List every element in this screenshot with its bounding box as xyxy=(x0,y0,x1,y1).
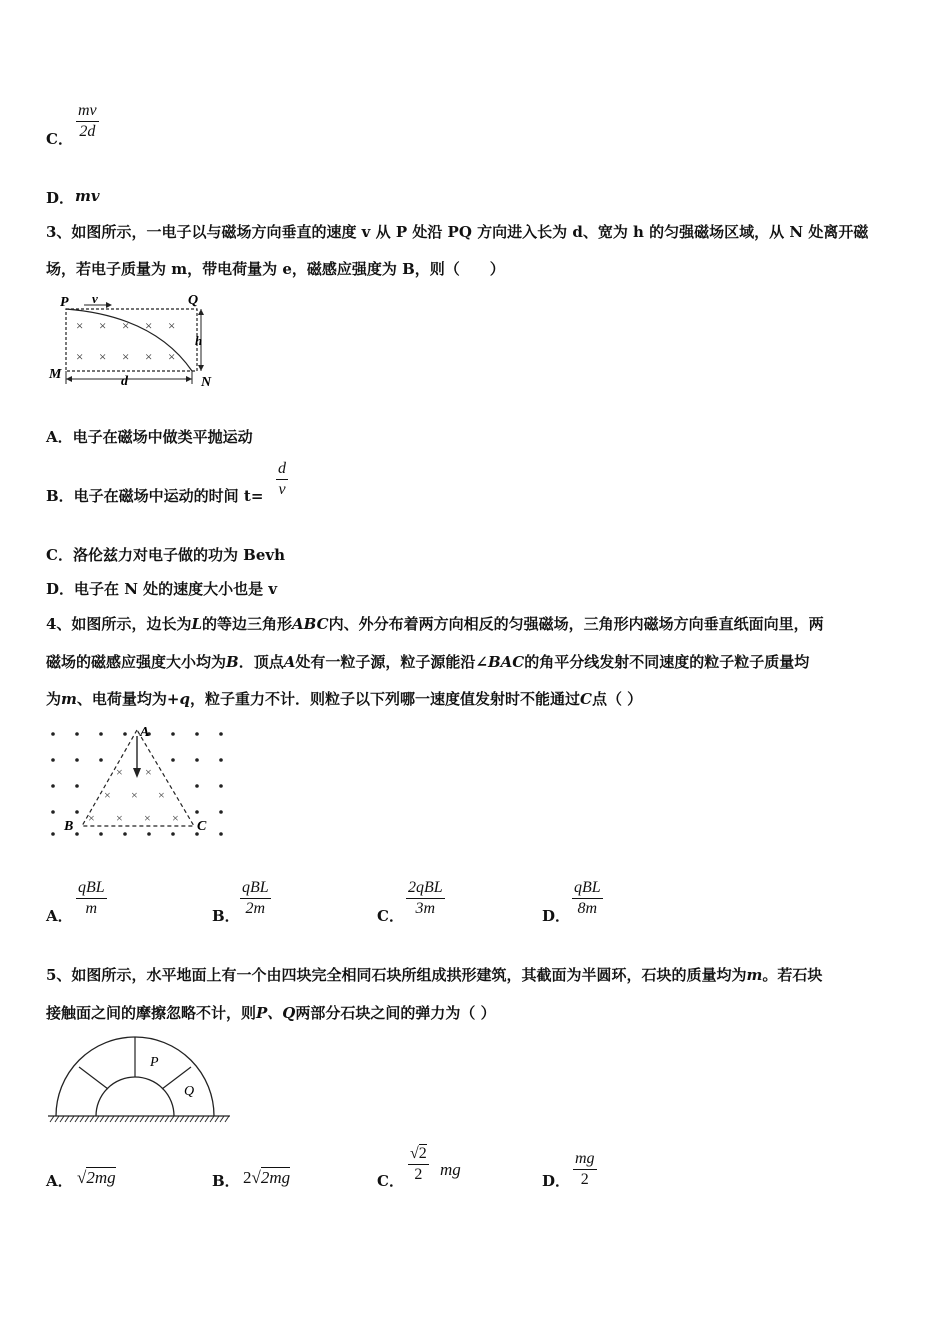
q3-label-q: Q xyxy=(188,293,199,308)
q3-label-p: P xyxy=(60,295,69,310)
q5-hatch-line xyxy=(165,1116,169,1122)
q5-hatch-line xyxy=(150,1116,154,1122)
q5-hatch-line xyxy=(50,1116,54,1122)
q5-hatch-line xyxy=(210,1116,214,1122)
svg-text:×: × xyxy=(122,318,130,333)
svg-text:×: × xyxy=(145,349,153,364)
q5-option-a-label: A． xyxy=(46,1172,73,1190)
q4-field-dot xyxy=(219,832,223,836)
q5-hatch-line xyxy=(180,1116,184,1122)
q4-field-dot xyxy=(219,784,223,788)
q3-cross-marks xyxy=(76,318,175,364)
q5-hatch-line xyxy=(225,1116,229,1122)
svg-text:×: × xyxy=(104,788,111,802)
q3-stem-line2: 场，若电子质量为 m，带电荷量为 e，磁感应强度为 B，则（ ） xyxy=(46,260,505,278)
q5-hatch-line xyxy=(140,1116,144,1122)
q4-stem-line1: 4、如图所示，边长为L的等边三角形ABC内、外分布着两方向相反的匀强磁场，三角形内磁场方向垂直纸面向里，两 xyxy=(46,615,824,633)
q4-field-dot xyxy=(123,832,127,836)
q4-field-dot xyxy=(51,784,55,788)
q4-field-dot xyxy=(75,832,79,836)
q5-label-p: P xyxy=(150,1055,159,1070)
q4-option-c-label: C． xyxy=(377,907,404,925)
q5-hatch-line xyxy=(95,1116,99,1122)
q4-field-dot xyxy=(219,810,223,814)
q2-option-d-label: D． xyxy=(46,189,75,207)
q5-hatch-line xyxy=(130,1116,134,1122)
q4-stem-line3: 为m、电荷量均为+q，粒子重力不计．则粒子以下列哪一速度值发射时不能通过C点（ ） xyxy=(46,690,643,708)
q4-field-dot xyxy=(171,758,175,762)
q5-option-d-fraction: mg 2 xyxy=(575,1150,595,1188)
q4-label-a: A xyxy=(140,725,150,740)
q5-hatch-line xyxy=(80,1116,84,1122)
q5-hatch-line xyxy=(185,1116,189,1122)
q5-joint-left xyxy=(79,1067,108,1089)
q5-label-q: Q xyxy=(184,1084,195,1099)
q5-hatch-line xyxy=(100,1116,104,1122)
q5-hatch-line xyxy=(55,1116,59,1122)
svg-text:×: × xyxy=(145,318,153,333)
q4-field-dot xyxy=(147,832,151,836)
q5-hatch-line xyxy=(70,1116,74,1122)
q5-hatch-line xyxy=(115,1116,119,1122)
q5-hatch-line xyxy=(200,1116,204,1122)
q4-field-dot xyxy=(99,832,103,836)
q2-option-c-denominator: 2d xyxy=(79,123,96,140)
q5-option-a-value: √2mg xyxy=(77,1168,116,1187)
q4-field-dot xyxy=(75,758,79,762)
q4-triangle-field-figure xyxy=(44,722,234,842)
svg-text:×: × xyxy=(99,349,107,364)
svg-text:×: × xyxy=(144,811,151,825)
q5-hatch-line xyxy=(220,1116,224,1122)
q4-field-dot xyxy=(99,732,103,736)
q2-option-d-value: mv xyxy=(75,187,100,205)
svg-text:×: × xyxy=(76,318,84,333)
q4-field-dot xyxy=(195,810,199,814)
q5-hatch-line xyxy=(135,1116,139,1122)
svg-text:×: × xyxy=(116,811,123,825)
q4-option-d-label: D． xyxy=(542,907,571,925)
q4-field-dot xyxy=(171,732,175,736)
q3-option-b-denominator: v xyxy=(278,481,286,498)
q5-hatch-line xyxy=(145,1116,149,1122)
q4-field-dot xyxy=(219,758,223,762)
q3-label-n: N xyxy=(201,375,212,390)
q5-hatch-line xyxy=(155,1116,159,1122)
q5-hatch-line xyxy=(120,1116,124,1122)
q4-label-c: C xyxy=(197,819,207,834)
svg-text:×: × xyxy=(76,349,84,364)
q3-label-v: v xyxy=(92,291,98,306)
q3-option-b-fraction xyxy=(276,460,288,499)
q2-option-c-label: C． xyxy=(46,130,73,148)
q4-field-dot xyxy=(195,732,199,736)
q5-hatch-line xyxy=(190,1116,194,1122)
q4-option-d-fraction: qBL 8m xyxy=(574,879,601,917)
q5-ground-hatching xyxy=(50,1116,229,1122)
q3-option-c: C．洛伦兹力对电子做的功为 Bevh xyxy=(46,546,286,564)
q5-option-d-label: D． xyxy=(542,1172,571,1190)
q4-field-dot xyxy=(195,758,199,762)
q5-hatch-line xyxy=(195,1116,199,1122)
q2-option-c-fraction xyxy=(76,102,99,141)
q5-arch-inner xyxy=(96,1077,174,1116)
q4-option-b-fraction: qBL 2m xyxy=(242,879,269,917)
q3-option-a: A．电子在磁场中做类平抛运动 xyxy=(46,428,253,446)
q2-option-c-numerator: mv xyxy=(78,102,97,119)
svg-text:×: × xyxy=(172,811,179,825)
q3-label-h: h xyxy=(195,333,203,348)
svg-text:×: × xyxy=(116,765,123,779)
q4-field-dot xyxy=(51,758,55,762)
q5-stem-line1: 5、如图所示，水平地面上有一个由四块完全相同石块所组成拱形建筑，其截面为半圆环，石块的质量均为m。若石块 xyxy=(46,966,823,984)
svg-text:×: × xyxy=(145,765,152,779)
svg-text:×: × xyxy=(88,811,95,825)
q5-hatch-line xyxy=(60,1116,64,1122)
q4-field-dot xyxy=(171,832,175,836)
q5-option-b-label: B． xyxy=(212,1172,240,1190)
q5-hatch-line xyxy=(170,1116,174,1122)
q4-label-b: B xyxy=(64,819,74,834)
q3-field-region xyxy=(66,309,197,371)
q5-option-b-value: 2√2mg xyxy=(243,1168,291,1187)
svg-text:×: × xyxy=(168,318,176,333)
q5-hatch-line xyxy=(125,1116,129,1122)
svg-text:×: × xyxy=(158,788,165,802)
q5-hatch-line xyxy=(175,1116,179,1122)
q4-option-b-label: B． xyxy=(212,907,240,925)
q4-option-a-fraction: qBL m xyxy=(78,879,105,917)
q5-option-c-label: C． xyxy=(377,1172,404,1190)
svg-text:×: × xyxy=(131,788,138,802)
q4-field-dot xyxy=(75,810,79,814)
q3-option-d: D．电子在 N 处的速度大小也是 v xyxy=(46,580,278,598)
q5-hatch-line xyxy=(160,1116,164,1122)
q5-hatch-line xyxy=(65,1116,69,1122)
q5-hatch-line xyxy=(110,1116,114,1122)
q5-option-c-tail: mg xyxy=(440,1160,461,1179)
q5-arch-figure xyxy=(44,1034,234,1124)
q4-stem-line2: 磁场的磁感应强度大小均为B．顶点A处有一粒子源，粒子源能沿∠BAC的角平分线发射不同速度的粒子粒子质量均 xyxy=(46,653,810,671)
q4-field-dot xyxy=(51,732,55,736)
q3-option-b-text: B．电子在磁场中运动的时间 t= xyxy=(46,487,264,505)
q4-option-a-label: A． xyxy=(46,907,73,925)
q3-stem-line1: 3、如图所示，一电子以与磁场方向垂直的速度 v 从 P 处沿 PQ 方向进入长为 d、宽为 h 的匀强磁场区域，从 N 处离开磁 xyxy=(46,223,869,241)
svg-text:×: × xyxy=(99,318,107,333)
svg-text:×: × xyxy=(122,349,130,364)
q3-option-b-numerator: d xyxy=(278,460,286,477)
q4-field-dot xyxy=(219,732,223,736)
q5-hatch-line xyxy=(90,1116,94,1122)
q4-field-dot xyxy=(99,758,103,762)
q5-hatch-line xyxy=(105,1116,109,1122)
svg-text:×: × xyxy=(168,349,176,364)
q5-hatch-line xyxy=(205,1116,209,1122)
q4-field-dot xyxy=(75,732,79,736)
q4-field-dot xyxy=(195,784,199,788)
q3-magnetic-field-figure xyxy=(44,288,224,392)
q4-field-dot xyxy=(75,784,79,788)
q3-label-m: M xyxy=(49,367,62,382)
q4-option-c-fraction: 2qBL 3m xyxy=(408,879,443,917)
q5-hatch-line xyxy=(75,1116,79,1122)
q3-label-d: d xyxy=(121,374,128,389)
q4-field-dot xyxy=(123,732,127,736)
q4-field-dot xyxy=(51,810,55,814)
q5-option-c-fraction: √2 2 xyxy=(410,1145,427,1183)
q5-hatch-line xyxy=(215,1116,219,1122)
q5-hatch-line xyxy=(85,1116,89,1122)
q5-stem-line2: 接触面之间的摩擦忽略不计，则P、Q两部分石块之间的弹力为（ ） xyxy=(46,1004,496,1022)
q4-cross-marks xyxy=(88,765,179,825)
q4-field-dot xyxy=(51,832,55,836)
